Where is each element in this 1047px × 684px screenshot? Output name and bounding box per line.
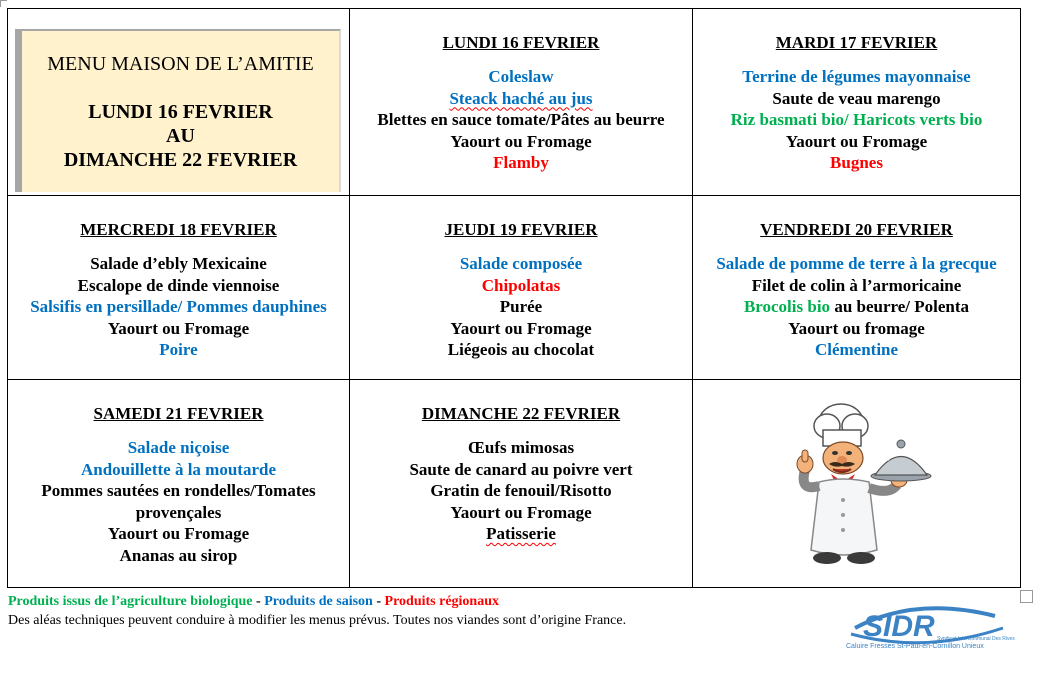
day-title: SAMEDI 21 FEVRIER [93, 404, 264, 423]
dish: Salade d’ebly Mexicaine [90, 254, 267, 273]
menu-date-range [22, 100, 339, 172]
dish: Liégeois au chocolat [447, 340, 595, 359]
range-start: LUNDI 16 FEVRIER [88, 101, 273, 123]
day-cell-jeudi [350, 196, 693, 380]
dish: Filet de colin à l’armoricaine [751, 275, 962, 295]
day-cell-lundi [350, 9, 693, 196]
day-title: MERCREDI 18 FEVRIER [80, 220, 277, 239]
dish [350, 523, 692, 545]
dish: Clémentine [814, 340, 899, 359]
dish: Yaourt ou Fromage [450, 318, 592, 338]
day-title: MARDI 17 FEVRIER [775, 33, 938, 52]
dish: Ananas au sirop [119, 545, 238, 565]
dish: Purée [499, 297, 543, 316]
dish: Œufs mimosas [467, 438, 575, 457]
day-cell-mardi [693, 9, 1021, 196]
chef-cell [693, 380, 1021, 588]
dish-text: Patisserie [486, 524, 556, 543]
sidr-logo-name: SIDR [863, 610, 935, 643]
sidr-logo-tagline: Syndicat Intercommunal Des Rives [937, 636, 1015, 642]
dish: Saute de canard au poivre vert [409, 459, 633, 479]
dish: Salsifis en persillade/ Pommes dauphines [30, 297, 327, 316]
day-cell-dimanche [350, 380, 693, 588]
range-separator: AU [166, 125, 195, 147]
page-corner-mark [0, 0, 7, 7]
notice-text: Des aléas techniques peuvent conduire à modifier les menus prévus. Toutes nos viandes sont d’origine France. [8, 613, 627, 628]
dish: Blettes en sauce tomate/Pâtes au beurre [377, 110, 665, 129]
dish [350, 88, 692, 110]
legend-saison: Produits de saison [264, 594, 373, 609]
dish: Yaourt ou Fromage [107, 318, 250, 338]
day-cell-mercredi [8, 196, 350, 380]
dish: provençales [135, 502, 222, 522]
day-cell-samedi [8, 380, 350, 588]
dish: Coleslaw [488, 67, 554, 86]
weekly-menu-table [7, 8, 1021, 588]
menu-title-box [15, 29, 341, 192]
dish: Salade niçoise [127, 438, 230, 457]
sidr-communes: Caluire Fresses St-Paul-en-Cornillon Unieux [846, 643, 984, 650]
menu-title: MENU MAISON DE L’AMITIE [47, 53, 314, 75]
dish: Yaourt ou Fromage [450, 502, 592, 522]
day-title: DIMANCHE 22 FEVRIER [421, 404, 621, 423]
dish-rest-part: au beurre/ Polenta [830, 297, 970, 316]
day-title: LUNDI 16 FEVRIER [442, 33, 600, 52]
range-end: DIMANCHE 22 FEVRIER [63, 149, 298, 171]
day-cell-vendredi [693, 196, 1021, 380]
dish: Bugnes [830, 153, 883, 172]
legend-separator: - [372, 594, 385, 609]
dish: Terrine de légumes mayonnaise [742, 67, 971, 86]
dish-text: Steack haché au jus [449, 88, 593, 108]
day-title: JEUDI 19 FEVRIER [444, 220, 598, 239]
day-title: VENDREDI 20 FEVRIER [760, 220, 953, 239]
anchor-box [1020, 590, 1033, 603]
dish: Poire [159, 340, 198, 359]
dish [693, 296, 1020, 318]
dish: Salade de pomme de terre à la grecque [716, 254, 997, 273]
legend-bio: Produits issus de l’agriculture biologique [8, 594, 253, 609]
chef-illustration-icon [789, 400, 939, 570]
dish: Flamby [493, 153, 549, 172]
legend-separator: - [252, 594, 265, 609]
dish: Yaourt ou Fromage [450, 131, 592, 151]
dish-bio-part: Brocolis bio [743, 297, 831, 316]
dish: Saute de veau marengo [772, 88, 941, 108]
dish: Pommes sautées en rondelles/Tomates [41, 481, 316, 500]
dish: Riz basmati bio/ Haricots verts bio [730, 110, 983, 129]
dish: Salade composée [459, 254, 583, 273]
dish: Yaourt ou Fromage [785, 131, 928, 151]
title-cell [8, 9, 350, 196]
dish: Gratin de fenouil/Risotto [430, 481, 612, 500]
dish: Yaourt ou Fromage [107, 524, 250, 543]
legend [8, 593, 499, 610]
dish: Chipolatas [481, 275, 561, 295]
dish: Andouillette à la moutarde [80, 459, 277, 479]
dish: Escalope de dinde viennoise [77, 275, 280, 295]
legend-regional: Produits régionaux [384, 594, 500, 609]
dish: Yaourt ou fromage [788, 318, 925, 338]
